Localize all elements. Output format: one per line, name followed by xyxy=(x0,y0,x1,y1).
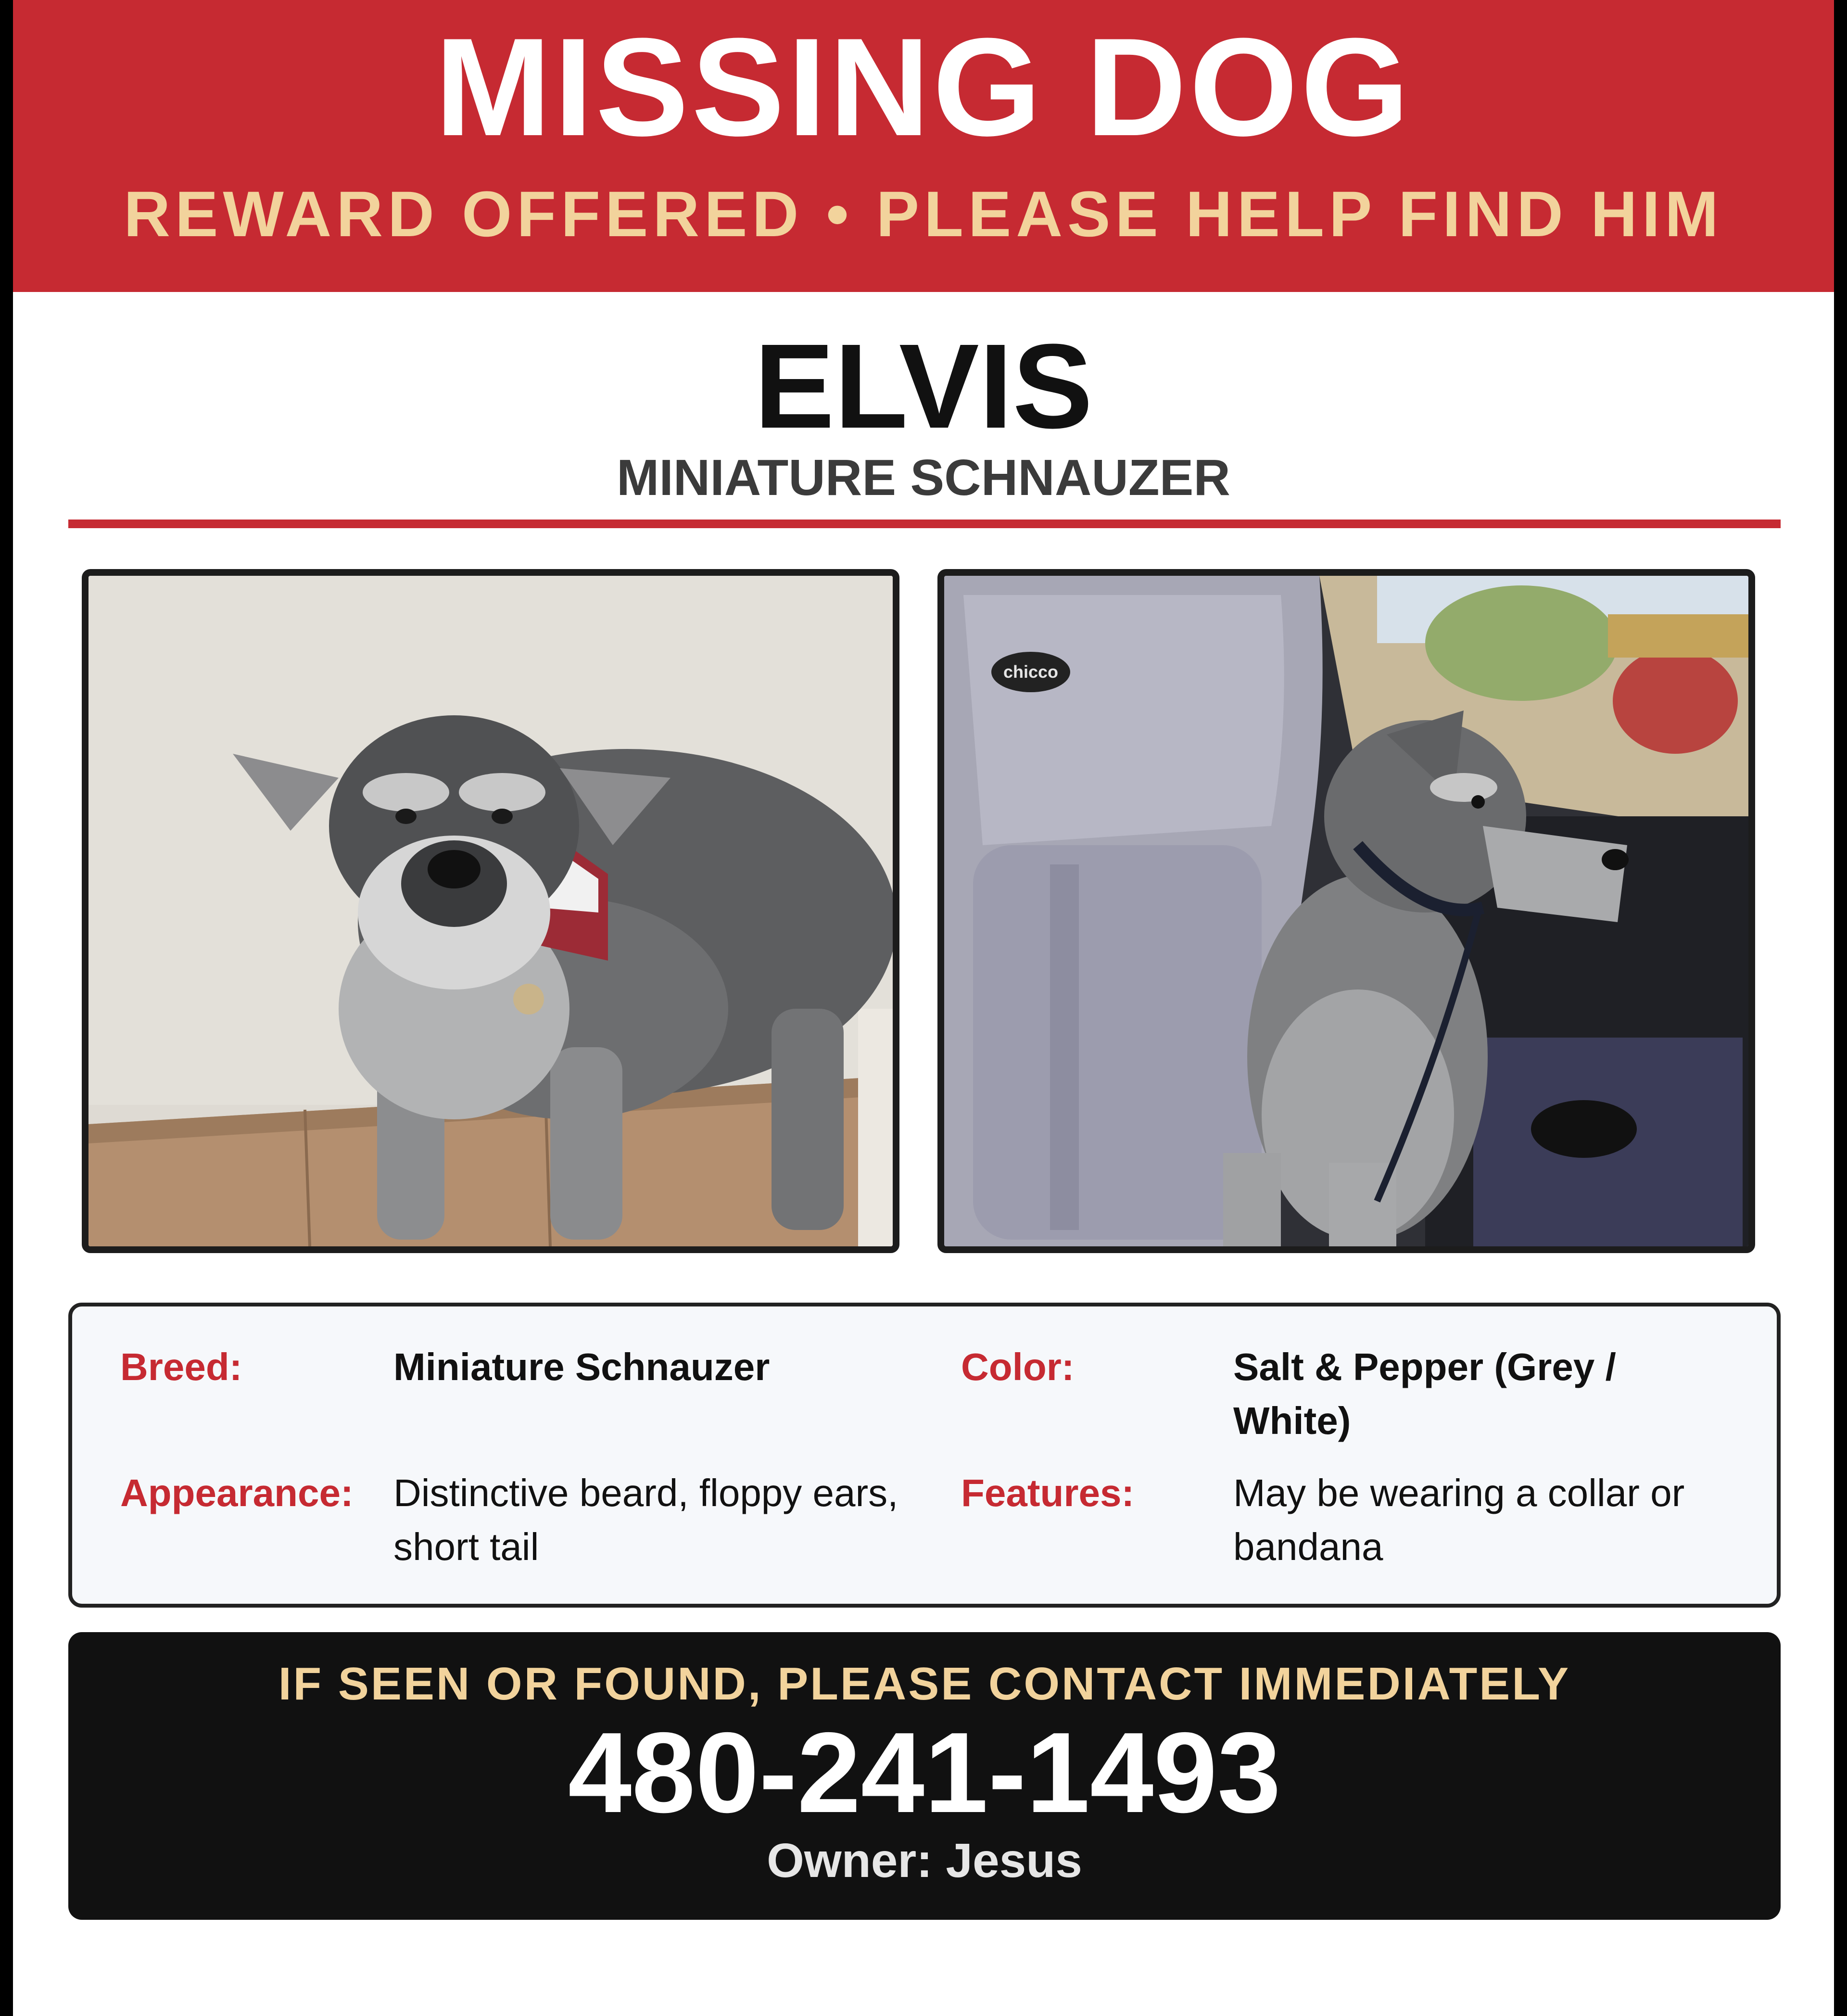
appearance-label: Appearance: xyxy=(120,1471,354,1514)
appearance-value-line-1: Distinctive beard, floppy ears, xyxy=(393,1471,898,1514)
features-label: Features: xyxy=(961,1471,1135,1514)
color-label: Color: xyxy=(961,1345,1075,1388)
section-divider xyxy=(68,520,1781,528)
features-value-line-2: bandana xyxy=(1233,1525,1383,1568)
appearance-value-line-2: short tail xyxy=(393,1525,539,1568)
dog-photo-car-image xyxy=(944,576,1748,1246)
car-seat-brand-label: chicco xyxy=(1003,662,1059,682)
poster-title: MISSING DOG xyxy=(435,9,1412,165)
owner-name: Owner: Jesus xyxy=(767,1834,1082,1888)
features-value-line-1: May be wearing a collar or xyxy=(1233,1471,1685,1514)
color-value-line-2: White) xyxy=(1233,1399,1351,1442)
contact-heading: IF SEEN OR FOUND, PLEASE CONTACT IMMEDIATELY xyxy=(278,1658,1571,1710)
dog-photo-standing xyxy=(82,569,899,1253)
dog-photo-car xyxy=(937,569,1755,1253)
dog-breed-heading: MINIATURE SCHNAUZER xyxy=(617,449,1230,506)
dog-details-card xyxy=(68,1303,1781,1608)
breed-value: Miniature Schnauzer xyxy=(393,1345,770,1388)
contact-phone-number[interactable]: 480-241-1493 xyxy=(568,1709,1281,1837)
breed-label: Breed: xyxy=(120,1345,242,1388)
dog-name: ELVIS xyxy=(754,319,1093,453)
dog-photo-standing-image xyxy=(89,576,893,1246)
contact-panel xyxy=(68,1632,1781,1920)
missing-dog-poster xyxy=(13,0,1834,2016)
color-value-line-1: Salt & Pepper (Grey / xyxy=(1233,1345,1616,1388)
poster-subtitle: REWARD OFFERED • PLEASE HELP FIND HIM xyxy=(124,178,1723,250)
poster-header xyxy=(13,0,1834,292)
